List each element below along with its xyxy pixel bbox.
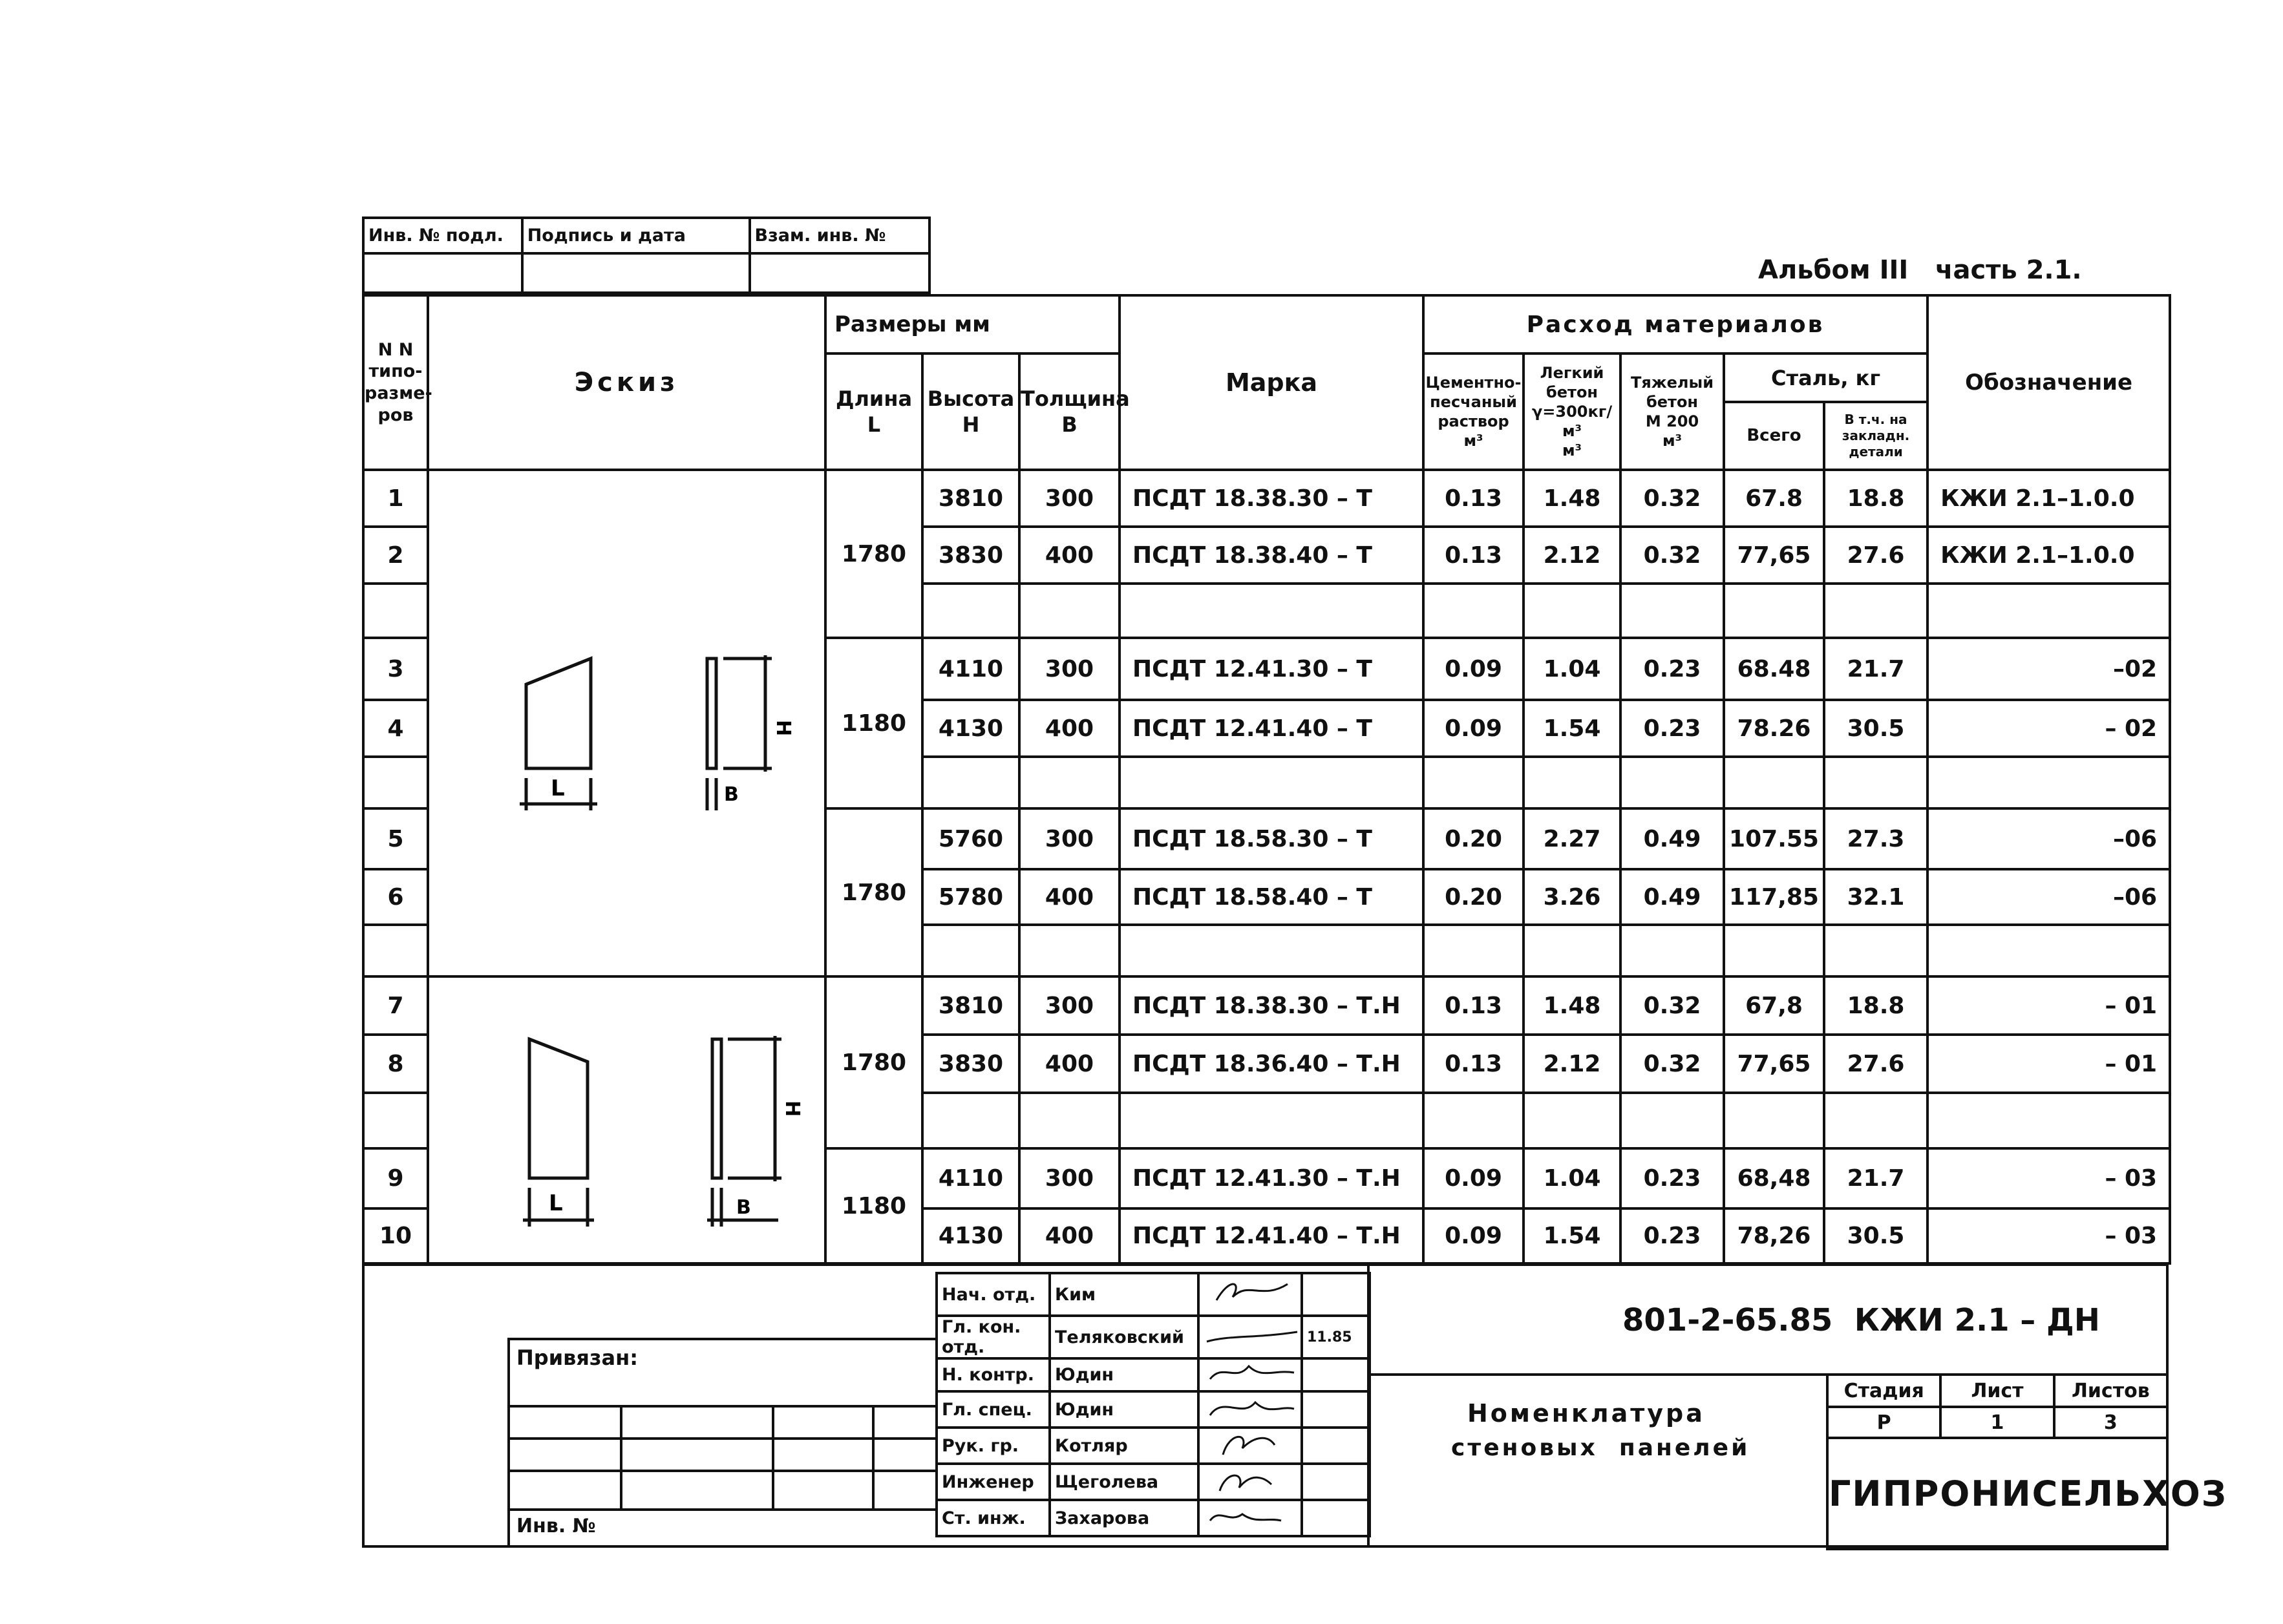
razmery-header: Размеры мм [825, 295, 1120, 353]
sketch-L-label: L [551, 775, 565, 801]
inv-n-label: Инв. № [516, 1515, 596, 1537]
oboz-cell: КЖИ 2.1–1.0.0 [1927, 470, 2170, 527]
vysota-header: Высота Н [922, 353, 1019, 470]
title-line2: стеновых панелей [1451, 1435, 1750, 1461]
sketch-H-label: H [772, 720, 794, 737]
oboznachenie-header: Обозначение [1927, 295, 2170, 470]
org-name: ГИПРОНИСЕЛЬХОЗ [1827, 1438, 2167, 1549]
tolshina-header: Толщина В [1019, 353, 1120, 470]
raskhod-header: Расход материалов [1423, 295, 1927, 353]
stage-table [1826, 1373, 2228, 1550]
vzam-inv-label: Взам. инв. № [750, 218, 930, 253]
cem-header: Цементно- песчаный раствор м³ [1423, 353, 1524, 470]
sketch-2 [428, 976, 825, 1263]
eskiz-header: Эскиз [428, 295, 825, 470]
inv-podl-label: Инв. № подл. [363, 218, 522, 253]
sketch-B-label: B [724, 783, 739, 806]
stadiya-label: Стадия [1827, 1375, 1940, 1407]
inventory-stamp [362, 216, 931, 294]
privyazan-label: Привязан: [516, 1345, 638, 1370]
listov-label: Листов [2054, 1375, 2167, 1407]
stadiya-value: Р [1827, 1407, 1940, 1438]
dlina-header: Длина L [825, 353, 922, 470]
title-line1: Номенклатура [1467, 1399, 1705, 1428]
panel-side-shape-2 [712, 1039, 721, 1178]
panel-front-shape [526, 659, 591, 768]
list-value: 1 [1940, 1407, 2054, 1438]
vtch-header: В т.ч. на закладн. детали [1824, 402, 1927, 470]
leg-header: Легкий бетон γ=300кг/м³ м³ [1524, 353, 1620, 470]
podpis-data-label: Подпись и дата [522, 218, 750, 253]
stal-header: Сталь, кг [1724, 353, 1927, 402]
signatures-table: Нач. отд. Ким Гл. кон. отд. Теляковский 11.85 Н. контр. Юдин Гл. спец. Юдин Рук. гр. Котляр Инженер Щеголева Ст. инж. Захарова [935, 1272, 1371, 1537]
tyazh-header: Тяжелый бетон М 200 м³ [1620, 353, 1724, 470]
doc-code: 801-2-65.85 КЖИ 2.1 – ДН [1622, 1302, 2100, 1338]
sketch2-B-label: B [736, 1196, 751, 1219]
panel-front-shape-2 [529, 1039, 588, 1178]
sig-date: 11.85 [1302, 1316, 1370, 1358]
privyazan-block [507, 1338, 937, 1548]
nn-header: N N типо- разме- ров [363, 295, 428, 470]
marka-header: Марка [1120, 295, 1423, 470]
length-cell: 1780 [825, 470, 922, 638]
marka-cell: ПСДТ 18.38.30 – Т [1120, 470, 1423, 527]
sketch2-L-label: L [549, 1190, 563, 1216]
sketch2-H-label: H [781, 1101, 803, 1117]
listov-value: 3 [2054, 1407, 2167, 1438]
panel-side-shape [707, 659, 716, 768]
table-row-n: 1 [363, 470, 428, 527]
sketch-1 [428, 470, 825, 976]
nomenclature-table: N N типо- разме- ров Эскиз Размеры мм Марка Расход материалов Обозначение Длина L Высота Н Толщина В Цементно- песчаный раствор м³ Легкий бетон γ=300кг/м³ м³ Тяжелый бетон М 200 м³ Сталь, кг Всего В т.ч. на закладн. детали 1 L B H 1780 3810 300 ПСДТ 18.38.30 – Т 0.13 1.48 0.32 67.8 18.8 КЖИ 2.1–1.0.0 2 3830 400 ПСДТ 18.38.40 – Т 0.13 2.12 0.32 77,65 27.6 КЖИ 2.1–1.0.0 3 1180 4110 300 ПСДТ 12.41.30 – Т 0.09 1.04 0.23 68.48 21.7 –02 4 4130 400 ПСДТ 12.41.40 – Т 0.09 1.54 0.23 78.26 30.5 – 02 5 1780 5760 300 ПСДТ 18.58.30 – Т 0.20 2.27 0.49 107.55 27.3 –06 6 5780 400 ПСДТ 18.58.40 – Т 0.20 3.26 0.49 117,85 32.1 –06 7 L B H 1780 3810 300 ПСДТ 18.38.30 – Т.Н 0.13 1.48 0.32 67,8 18.8 – 01 8 3830 400 ПСДТ 18.36.40 – Т.Н 0.13 2.12 0.32 77,65 27.6 – 01 9 1180 4110 300 ПСДТ 12.41.30 – Т.Н 0.09 1.04 0.23 68,48 21.7 – 03 10 4130 400 ПСДТ 12.41.40 – Т.Н 0.09 1.54 0.23 78,26 30.5 – 03 [362, 294, 2171, 1265]
vsego-header: Всего [1724, 402, 1824, 470]
album-label: Альбом III часть 2.1. [1758, 255, 2082, 285]
signature-mark [1198, 1273, 1302, 1316]
list-label: Лист [1940, 1375, 2054, 1407]
